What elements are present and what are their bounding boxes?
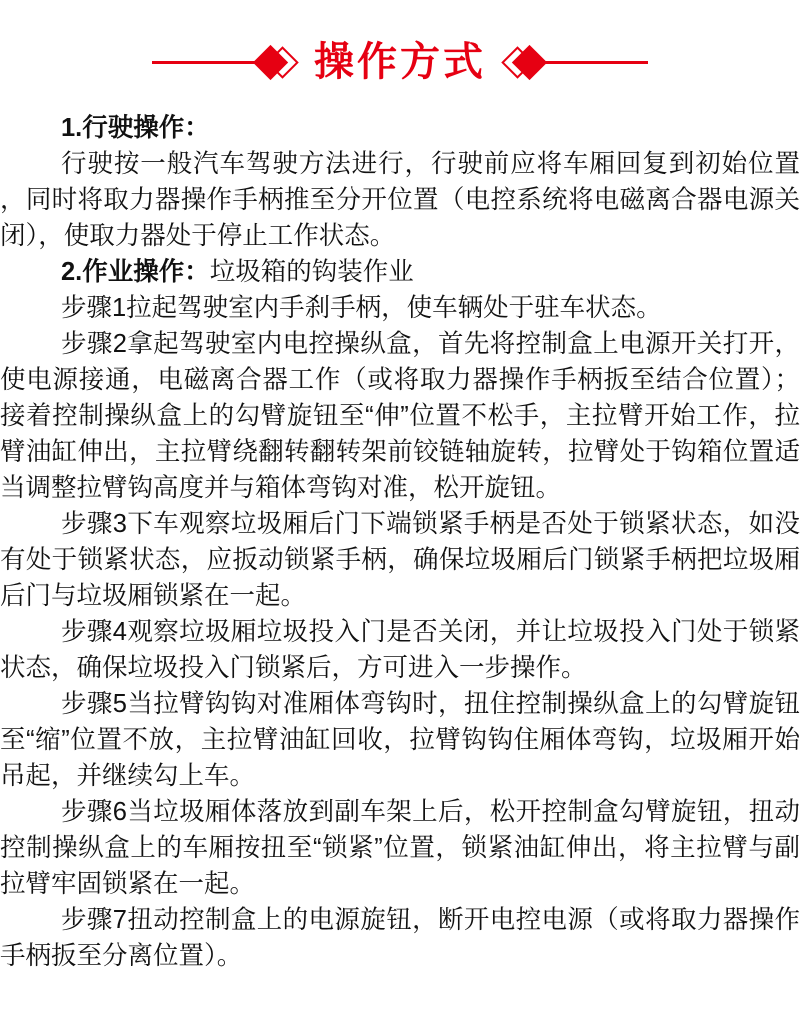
paragraph-step-7: 步骤7扭动控制盒上的电源旋钮，断开电控电源（或将取力器操作手柄扳至分离位置）。 [0, 906, 800, 970]
section-heading-driving [0, 110, 800, 146]
section-heading-operation-label: 2.作业操作： [61, 258, 210, 286]
paragraph-step-4: 步骤4观察垃圾厢垃圾投入门是否关闭，并让垃圾投入门处于锁紧状态，确保垃圾投入门锁紧后，方可进入一步操作。 [0, 618, 800, 682]
section-heading-operation [0, 254, 800, 290]
instruction-body [0, 110, 800, 974]
header-ornament-right [506, 50, 542, 75]
header-divider-right [542, 61, 648, 64]
paragraph-driving-instructions: 行驶按一般汽车驾驶方法进行，行驶前应将车厢回复到初始位置，同时将取力器操作手柄推至分开位置（电控系统将电磁离合器电源关闭），使取力器处于停止工作状态。 [0, 150, 800, 250]
section-title-banner [0, 36, 800, 88]
header-ornament-left [258, 50, 294, 75]
paragraph-step-5: 步骤5当拉臂钩钩对准厢体弯钩时，扭住控制操纵盒上的勾臂旋钮至“缩”位置不放，主拉臂油缸回收，拉臂钩钩住厢体弯钩，垃圾厢开始吊起，并继续勾上车。 [0, 690, 800, 790]
section-heading-operation-suffix: 垃圾箱的钩装作业 [209, 258, 414, 286]
paragraph-step-6: 步骤6当垃圾厢体落放到副车架上后，松开控制盒勾臂旋钮，扭动控制操纵盒上的车厢按扭至“锁紧”位置，锁紧油缸伸出，将主拉臂与副拉臂牢固锁紧在一起。 [0, 798, 800, 898]
section-heading-driving-label: 1.行驶操作： [61, 114, 210, 142]
header-divider-left [152, 61, 258, 64]
paragraph-step-3: 步骤3下车观察垃圾厢后门下端锁紧手柄是否处于锁紧状态，如没有处于锁紧状态，应扳动锁紧手柄，确保垃圾厢后门锁紧手柄把垃圾厢后门与垃圾厢锁紧在一起。 [0, 510, 800, 610]
paragraph-step-2: 步骤2拿起驾驶室内电控操纵盒，首先将控制盒上电源开关打开，使电源接通，电磁离合器工作（或将取力器操作手柄扳至结合位置）；接着控制操纵盒上的勾臂旋钮至“伸”位置不松手，主拉臂开始工作，拉臂油缸伸出，主拉臂绕翻转翻转架前铰链轴旋转，拉臂处于钩箱位置适当调整拉臂钩高度并与箱体弯钩对准，松开旋钮。 [0, 330, 800, 502]
page-title: 操作方式 [314, 40, 486, 84]
paragraph-step-1: 步骤1拉起驾驶室内手刹手柄，使车辆处于驻车状态。 [61, 294, 662, 322]
